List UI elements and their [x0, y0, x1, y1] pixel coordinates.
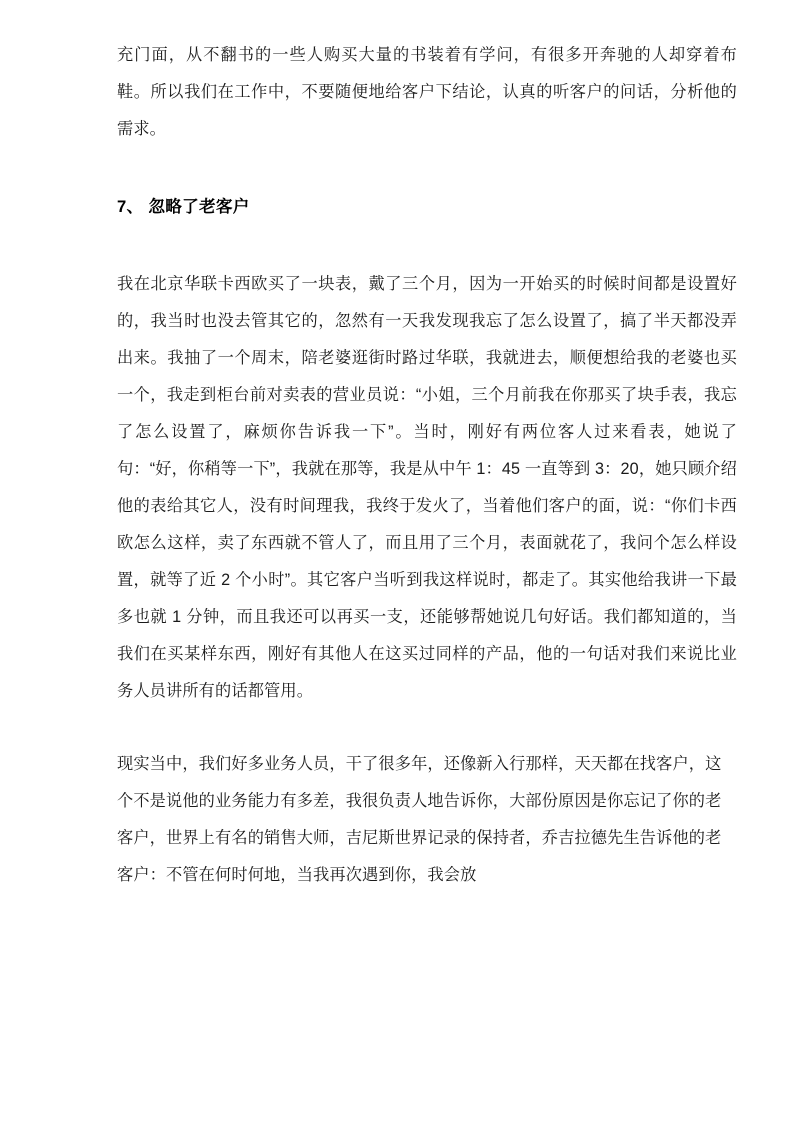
paragraph-gap [117, 710, 737, 746]
paragraph-reality-old-customers: 现实当中，我们好多业务人员，干了很多年，还像新入行那样，天天都在找客户，这个不是说他的业务能力有多差，我很负责人地告诉你，大部份原因是你忘记了你的老客户，世界上有名的销售大师，吉尼斯世界记录的保持者，乔吉拉德先生告诉他的老客户：不管在何时何地，当我再次遇到你，我会放 [117, 755, 722, 884]
section-heading-7: 7、 忽略了老客户 [117, 197, 250, 216]
heading-bottom-spacer [117, 225, 737, 266]
document-body [117, 0, 737, 894]
paragraph-casio-story: 我在北京华联卡西欧买了一块表，戴了三个月，因为一开始买的时候时间都是设置好的，我当时也没去管其它的，忽然有一天我发现我忘了怎么设置了，搞了半天都没弄出来。我抽了一个周末，陪老婆逛街时路过华联，我就进去，顺便想给我的老婆也买一个，我走到柜台前对卖表的营业员说：“小姐，三个月前我在你那买了块手表，我忘了怎么设置了，麻烦你告诉我一下”。当时，刚好有两位客人过来看表，她说了句：“好，你稍等一下”，我就在那等，我是从中午 1：45 一直等到 3：20，她只顾介绍他的表给其它人，没有时间理我，我终于发火了，当着他们客户的面，说：“你们卡西欧怎么这样，卖了东西就不管人了，而且用了三个月，表面就花了，我问个怎么样设置，就等了近 2 个小时”。其它客户当听到我这样说时，都走了。其实他给我讲一下最多也就 1 分钟，而且我还可以再买一支，还能够帮她说几句好话。我们都知道的，当我们在买某样东西，刚好有其他人在这买过同样的产品，他的一句话对我们来说比业务人员讲所有的话都管用。 [117, 275, 737, 700]
paragraph-continuation: 充门面，从不翻书的一些人购买大量的书装着有学问，有很多开奔驰的人却穿着布鞋。所以我们在工作中，不要随便地给客户下结论，认真的听客户的问话，分析他的需求。 [117, 46, 737, 138]
heading-top-spacer [117, 148, 737, 188]
top-spacer [117, 0, 737, 37]
